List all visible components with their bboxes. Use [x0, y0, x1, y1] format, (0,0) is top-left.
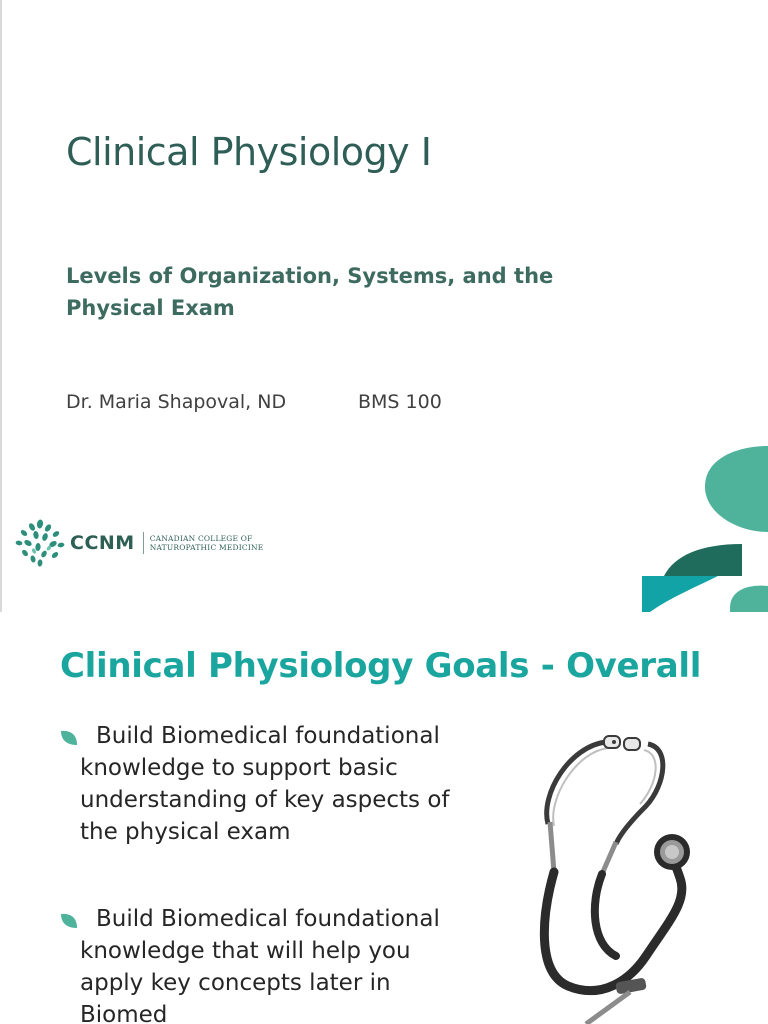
decorative-leaves-icon: [630, 440, 768, 612]
bullet-text-line: understanding of key aspects of: [80, 787, 450, 813]
bullet-text-line: apply key concepts later in: [80, 970, 391, 996]
slide-title: Clinical Physiology I: [66, 130, 432, 174]
bullet-text-line: knowledge that will help you: [80, 938, 411, 964]
bullet-text-line: Build Biomedical foundational: [96, 723, 440, 749]
logo-wordmark: CCNM: [70, 532, 135, 554]
ccnm-logo: [14, 518, 263, 568]
logo-name-line: CANADIAN COLLEGE OF: [149, 534, 253, 543]
leaf-cluster-logo-icon: [14, 518, 66, 568]
stethoscope-icon: [520, 724, 720, 1024]
logo-college-name: [150, 534, 264, 552]
goals-slide: [0, 612, 768, 1024]
bullet-text-line: Biomed: [80, 1002, 168, 1024]
bullet-text-line: knowledge to support basic: [80, 755, 398, 781]
leaf-bullet-icon: [60, 730, 78, 746]
bullet-item: [60, 720, 500, 848]
course-code: BMS 100: [358, 391, 442, 413]
slide-title: Clinical Physiology Goals - Overall: [60, 646, 702, 686]
logo-divider: [143, 532, 144, 554]
bullet-item: [60, 903, 500, 1024]
subtitle-line: Physical Exam: [66, 296, 235, 320]
bullet-text-line: Build Biomedical foundational: [96, 906, 440, 932]
leaf-bullet-icon: [60, 913, 78, 929]
subtitle-line: Levels of Organization, Systems, and the: [66, 264, 554, 288]
bullet-text-line: the physical exam: [80, 819, 291, 845]
author: Dr. Maria Shapoval, ND: [66, 391, 287, 413]
logo-name-line: NATUROPATHIC MEDICINE: [149, 543, 264, 552]
slide-subtitle: [66, 260, 586, 324]
